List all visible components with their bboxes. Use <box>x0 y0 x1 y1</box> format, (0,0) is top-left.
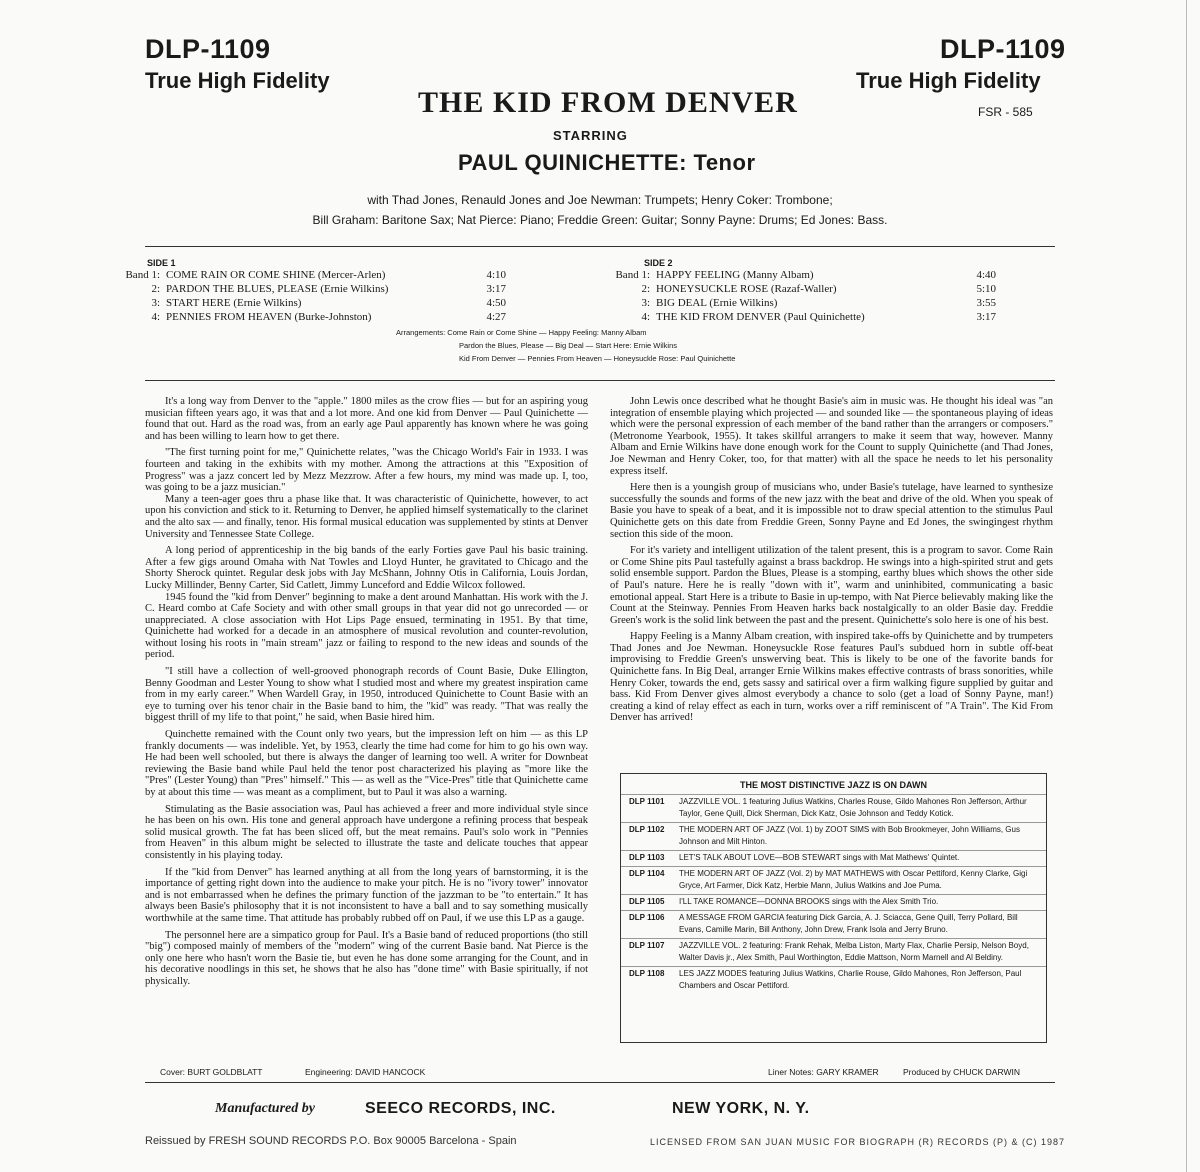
right-edge-line <box>1186 0 1187 1172</box>
track-row: 4: THE KID FROM DENVER (Paul Quinichette) 3:17 <box>641 311 996 323</box>
side-2-label: SIDE 2 <box>644 258 673 268</box>
divider-middle <box>145 380 1055 381</box>
track-row: Band 1: COME RAIN OR COME SHINE (Mercer-Arlen) 4:10 <box>125 269 506 281</box>
personnel-line-1: with Thad Jones, Renauld Jones and Joe Newman: Trumpets; Henry Coker: Trombone; <box>367 193 833 207</box>
notes-paragraph: "The first turning point for me," Quinichette relates, "was the Chicago World's Fair in 1933. I was fourteen and taking in the exhibits with my mother. Among the attractions at this "Exposition of Progress" was a jazz concert led by Mezz Mezzrow. After a few hours, my mind was made up. I, too, was going to be a jazz musician." <box>145 447 588 494</box>
liner-notes-left <box>145 396 588 988</box>
dawn-catalog-item: DLP 1102 THE MODERN ART OF JAZZ (Vol. 1) by ZOOT SIMS with Bob Brookmeyer, John Williams, Gus Johnson and Milt Hinton. <box>621 822 1046 850</box>
notes-paragraph: 1945 found the "kid from Denver" beginning to make a dent around Manhattan. His work with the J. C. Heard combo at Cafe Society and with other small groups in that year did not go unrecorded — or unappreciated. A close association with Hot Lips Page ensued, terminating in 1951. By that time, Quinichette had worked for a decade in an atmosphere of musical revolution and counter-revolution, without losing his roots in "main stream" jazz or failing to respond to the new ideas and sounds of the period. <box>145 591 588 661</box>
starring-label: STARRING <box>553 128 628 143</box>
catalog-number-right: DLP-1109 <box>940 34 1066 64</box>
track-row: Band 1: HAPPY FEELING (Manny Albam) 4:40 <box>615 269 996 281</box>
notes-paragraph: If the "kid from Denver" has learned anything at all from the long years of barnstorming, it is the importance of getting right down into the audience to make your pitch. He is no "ivory tower" innovator and is not embarrassed when he defines the primary function of the jazzman to be "to entertain." It has always been Basie's philosophy that it is not inconsistent to have a ball and to say something musically worthwhile at the same time. That attitude has probably rubbed off on Paul, if we use this LP as a gauge. <box>145 866 588 924</box>
dawn-catalog-item: DLP 1104 THE MODERN ART OF JAZZ (Vol. 2) by MAT MATHEWS with Oscar Pettiford, Kenny Clarke, Gigi Gryce, Art Farmer, Dick Katz, Herbie Mann, Julius Watkins and Joe Puma. <box>621 866 1046 894</box>
fidelity-label-left: True High Fidelity <box>145 68 330 93</box>
notes-paragraph: Stimulating as the Basie association was, Paul has achieved a freer and more individual style since he has been on his own. His tone and general approach have undergone a refining process that bespeak solid musical growth. The fat has been sliced off, but the meat remains. Paul's solo work in "Pennies from Heaven" in this album might be selected to illustrate the taste and delicate touches that appear consistently in his playing today. <box>145 803 588 861</box>
divider-bottom <box>145 1082 1055 1083</box>
fsr-number: FSR - 585 <box>978 105 1033 119</box>
manufacturer-city: NEW YORK, N. Y. <box>672 1100 810 1117</box>
featured-artist: PAUL QUINICHETTE: Tenor <box>458 150 756 175</box>
cover-credit: Cover: BURT GOLDBLATT <box>160 1067 263 1077</box>
notes-paragraph: A long period of apprenticeship in the big bands of the early Forties gave Paul his basic training. After a few gigs around Omaha with Nat Towles and Lloyd Hunter, he gravitated to Chicago and the Shorty Sherock quintet. Regular desk jobs with Jay McShann, Johnny Otis in California, Louis Jordan, Lucky Millinder, Benny Carter, Sid Catlett, Jimmy Lunceford and Eddie Wilcox followed. <box>145 545 588 591</box>
dawn-catalog-item: DLP 1107 JAZZVILLE VOL. 2 featuring: Frank Rehak, Melba Liston, Marty Flax, Charlie Persip, Nelson Boyd, Walter Davis jr., Alex Smith, Paul Worthington, Eddie Mattson, Norm Marnell and Al Beldiny. <box>621 938 1046 966</box>
dawn-catalog-item: DLP 1103 LET'S TALK ABOUT LOVE—BOB STEWART sings with Mat Mathews' Quintet. <box>621 850 1046 866</box>
notes-paragraph: It's a long way from Denver to the "apple." 1800 miles as the crow flies — but for an aspiring youg musician fifteen years ago, it was that and a lot more. And one kid from Denver — Paul Quinichette — found that out. Hard as the road was, from an early age Paul apparently has known where he was going and has been willing to learn how to get there. <box>145 396 588 442</box>
manufactured-by-label: Manufactured by <box>215 1101 315 1116</box>
dawn-catalog-item: DLP 1108 LES JAZZ MODES featuring Julius Watkins, Charlie Rouse, Gildo Mahones, Ron Jefferson, Paul Chambers and Oscar Pettiford. <box>621 966 1046 994</box>
notes-paragraph: Happy Feeling is a Manny Albam creation, with inspired take-offs by Quinichette and by trumpeters Thad Jones and Joe Newman. Honeysuckle Rose features Paul's subdued horn in subtle off-beat improvising to Freddie Green's unswerving beat. This is likely to be one of the favorite bands for Quinichette fans. In Big Deal, arranger Ernie Wilkins makes effective contrasts of brass sonorities, while Henry Coker, towards the end, gets sassy and satirical over a firm walking figure supplied by guitar and bass. Kid From Denver gives almost everybody a chance to solo (get a load of Sonny Payne, man!) creating a kind of relay effect as each in turn, works over a riff reminiscent of "A Train". The Kid From Denver has arrived! <box>610 631 1053 724</box>
producer-credit: Produced by CHUCK DARWIN <box>903 1067 1020 1077</box>
side-1-tracklist <box>100 268 506 324</box>
personnel-line-2: Bill Graham: Baritone Sax; Nat Pierce: Piano; Freddie Green: Guitar; Sonny Payne: Drums; Ed Jones: Bass. <box>312 213 888 227</box>
divider-top <box>145 246 1055 247</box>
liner-notes-right <box>610 396 1053 724</box>
track-row: 2: PARDON THE BLUES, PLEASE (Ernie Wilkins) 3:17 <box>151 283 506 295</box>
track-row: 2: HONEYSUCKLE ROSE (Razaf-Waller) 5:10 <box>641 283 996 295</box>
dawn-catalog-heading: THE MOST DISTINCTIVE JAZZ IS ON DAWN <box>739 780 927 790</box>
catalog-number-left: DLP-1109 <box>145 34 271 64</box>
engineering-credit: Engineering: DAVID HANCOCK <box>305 1067 426 1077</box>
track-row: 3: START HERE (Ernie Wilkins) 4:50 <box>151 297 506 309</box>
notes-paragraph: Here then is a youngish group of musicians who, under Basie's tutelage, have learned to synthesize successfully the sounds and forms of the new jazz with the beat and drive of the old. When you speak of Basie you have to speak of a beat, and it is impossible not to draw special attention to the stimulus Paul Quinichette gets on this date from Freddie Green, Sonny Payne and Ed Jones, the swingingest rhythm section this side of the moon. <box>610 482 1053 540</box>
arrangements-credits <box>396 326 735 365</box>
dawn-catalog-item: DLP 1106 A MESSAGE FROM GARCIA featuring Dick Garcia, A. J. Sciacca, Gene Quill, Terry Pollard, Bill Evans, Camille Marin, Bill Anthony, John Drew, Frank Isola and Jerry Bruno. <box>621 910 1046 938</box>
arrangements-line: Pardon the Blues, Please — Big Deal — Start Here: Ernie Wilkins <box>459 341 678 350</box>
arrangements-line: Arrangements: Come Rain or Come Shine — Happy Feeling: Manny Albam <box>396 328 647 337</box>
track-row: 3: BIG DEAL (Ernie Wilkins) 3:55 <box>641 297 996 309</box>
album-title: THE KID FROM DENVER <box>418 86 798 119</box>
notes-paragraph: For it's variety and intelligent utilization of the talent present, this is a program to savor. Come Rain or Come Shine pits Paul tastefully against a brass backdrop. He swings into a high-spirited strut and gets solid ensemble support. Pardon the Blues, Please is a stomping, earthy blues which shows the other side of Paul's nature. Here he is really "down with it", warm and uninhibited, communicating a basic emotional appeal. Start Here is a tribute to Basie in up-tempo, with Nat Pierce believably making like the Count at the Steinway. Pennies From Heaven harks back nostalgically to an older Basie day. Freddie Green's work is the solid link between the past and the present. Quinichette's solo here is one of his best. <box>610 545 1053 626</box>
notes-paragraph: John Lewis once described what he thought Basie's aim in music was. He thought his ideal was "an integration of ensemble playing which projected — and sounded like — the spontaneous playing of ideas which were the personal expression of each member of the band rather than the arrangers or composers." (Metronome Yearbook, 1955). It takes skillful arrangers to make it seem that way, however. Manny Albam and Ernie Wilkins have done enough work for the Count to supply Quinichette (and Thad Jones, Joe Newman and Henry Coker, too, for that matter) with all the space he needs to let his personality express itself. <box>610 396 1053 477</box>
dawn-catalog-item: DLP 1105 I'LL TAKE ROMANCE—DONNA BROOKS sings with the Alex Smith Trio. <box>621 894 1046 910</box>
liner-notes-credit: Liner Notes: GARY KRAMER <box>768 1067 879 1077</box>
notes-paragraph: Many a teen-ager goes thru a phase like that. It was characteristic of Quinichette, however, to act upon his conviction and stick to it. Returning to Denver, he applied himself systematically to the clarinet and the alto sax — and finally, tenor. His formal musical education was supplemented by stints at Denver University and Tennessee State College. <box>145 493 588 540</box>
side-1-label: SIDE 1 <box>147 258 176 268</box>
notes-paragraph: "I still have a collection of well-grooved phonograph records of Count Basie, Duke Ellington, Benny Goodman and Lester Young to show what I studied most and where my greatest inspiration came from in my early career." When Wardell Gray, in 1950, introduced Quinichette to Count Basie with an eye to turning over his tenor chair in the Basie band to him, the "kid" was ready. "That was really the biggest thrill of my life to that point," he said, when Basie hired him. <box>145 666 588 724</box>
license-notice: LICENSED FROM SAN JUAN MUSIC FOR BIOGRAPH (R) RECORDS (P) & (C) 1987 <box>650 1137 1066 1147</box>
dawn-catalog-item: DLP 1101 JAZZVILLE VOL. 1 featuring Julius Watkins, Charles Rouse, Gildo Mahones Ron Jefferson, Arthur Taylor, Gene Quill, Dick Sherman, Dick Katz, Osie Johnson and Teddy Kotick. <box>621 794 1046 822</box>
dawn-catalog-box <box>620 773 1047 1043</box>
fidelity-label-right: True High Fidelity <box>856 68 1041 93</box>
side-2-tracklist <box>590 268 996 324</box>
track-row: 4: PENNIES FROM HEAVEN (Burke-Johnston) 4:27 <box>151 311 506 323</box>
arrangements-line: Kid From Denver — Pennies From Heaven — Honeysuckle Rose: Paul Quinichette <box>459 354 736 363</box>
reissue-notice: Reissued by FRESH SOUND RECORDS P.O. Box 90005 Barcelona - Spain <box>145 1135 517 1147</box>
notes-paragraph: The personnel here are a simpatico group for Paul. It's a Basie band of reduced proportions (tho still "big") composed mainly of members of the "modern" wing of the current Basie band. Nat Pierce is the only one here who hasn't worn the Basie tie, but even he has done some arranging for the Count, and in his decorative noodlings in this set, he shows that he also has "done time" with Basie spiritually, if not physically. <box>145 929 588 987</box>
manufacturer-name: SEECO RECORDS, INC. <box>365 1100 556 1117</box>
notes-paragraph: Quinchette remained with the Count only two years, but the impression left on him — as this LP frankly documents — was indelible. Yet, by 1953, clearly the time had come for him to go his own way. He had been well schooled, but there is always the danger of learning too well. A writer for Downbeat reviewing the Basie band while Paul held the tenor post characterized his playing as "more like the "Pres" (Lester Young) than "Pres" himself." This — as well as the "Vice-Pres" title that Quinichette came by at about this time — was meant as a compliment, but to Paul it was also a warning. <box>145 729 588 798</box>
